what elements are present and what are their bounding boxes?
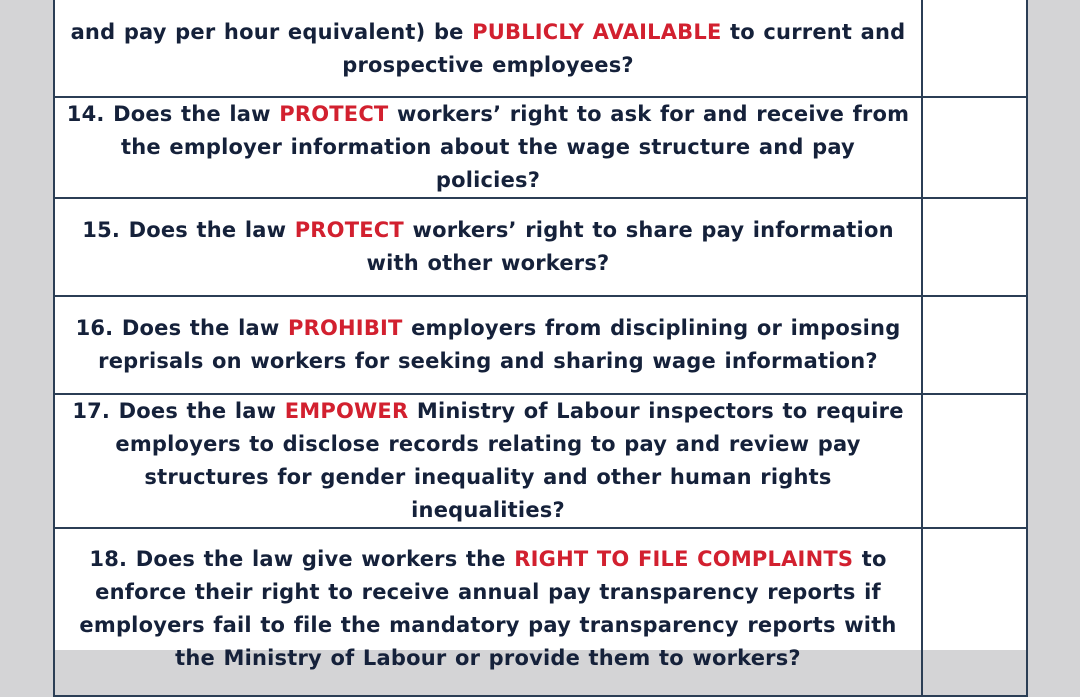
table-row [54, 296, 1027, 394]
table-row [54, 528, 1027, 696]
question-highlight: PROHIBIT [288, 316, 403, 340]
question-cell [54, 198, 922, 296]
question-text: 16. Does the law [75, 316, 289, 340]
question-cell [54, 97, 922, 198]
question-text: 14. Does the law [66, 102, 280, 126]
answer-cell[interactable] [922, 97, 1027, 198]
checklist-sheet [53, 0, 1026, 670]
question-text: 18. Does the law give workers the [89, 547, 515, 571]
question-text: workers’ right to ask for and receive from the employer information about the wage structure and pay policies? [121, 102, 910, 192]
question-text: to enforce their right to receive annual pay transparency reports if employers fail to file the mandatory pay transparency reports with the Ministry of Labour or provide them to workers? [79, 547, 897, 670]
question-highlight: PUBLICLY AVAILABLE [472, 20, 722, 44]
question-text: 17. Does the law [72, 399, 285, 423]
question-cell [54, 394, 922, 528]
table-row [54, 97, 1027, 198]
question-text: to current and prospective employees? [342, 20, 906, 77]
question-highlight: EMPOWER [284, 399, 409, 423]
question-highlight: RIGHT TO FILE COMPLAINTS [514, 547, 854, 571]
answer-cell[interactable] [922, 0, 1027, 97]
question-text: employers from disciplining or imposing reprisals on workers for seeking and sharing wage information? [98, 316, 901, 373]
table-row [54, 0, 1027, 97]
question-text: workers’ right to share pay information with other workers? [366, 218, 894, 275]
table-row [54, 394, 1027, 528]
question-cell [54, 528, 922, 696]
question-text: and pay per hour equivalent) be [70, 20, 473, 44]
question-text: Ministry of Labour inspectors to require employers to disclose records relating to pay and review pay structures for gender inequality and other human rights inequalities? [115, 399, 904, 522]
answer-cell[interactable] [922, 198, 1027, 296]
question-cell [54, 0, 922, 97]
answer-cell[interactable] [922, 394, 1027, 528]
answer-cell[interactable] [922, 296, 1027, 394]
question-highlight: PROTECT [294, 218, 404, 242]
answer-cell[interactable] [922, 528, 1027, 696]
table-row [54, 198, 1027, 296]
questions-table [53, 0, 1028, 697]
question-cell [54, 296, 922, 394]
question-text: 15. Does the law [82, 218, 295, 242]
question-highlight: PROTECT [279, 102, 389, 126]
